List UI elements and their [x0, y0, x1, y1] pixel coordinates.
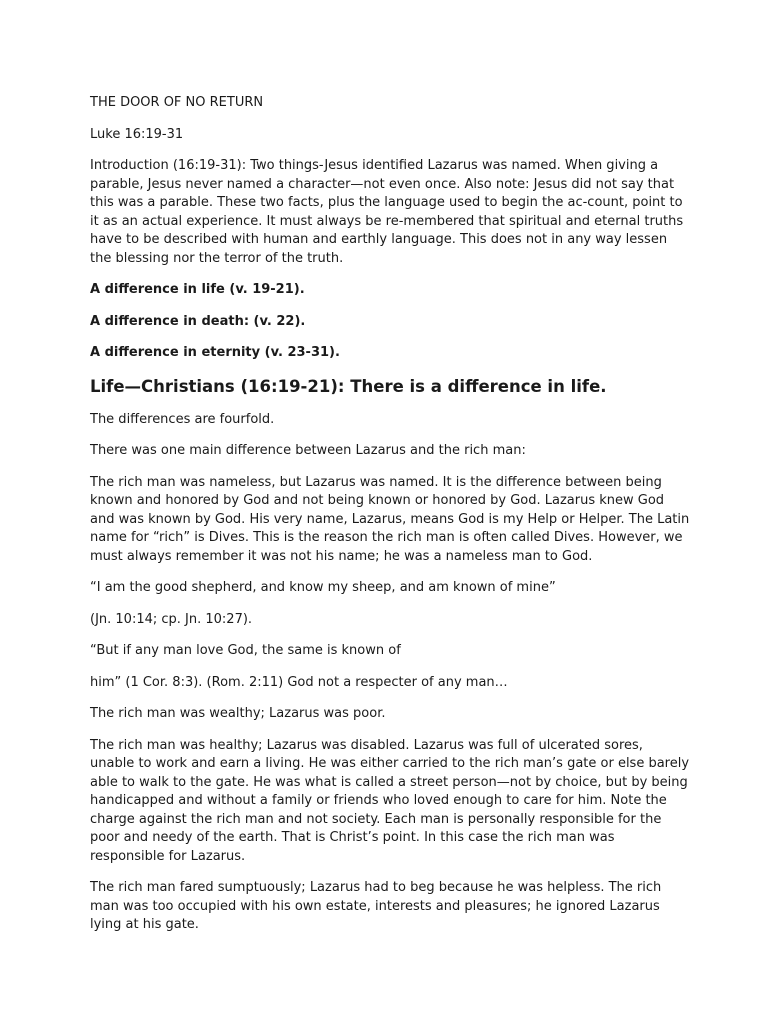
body-paragraph: The rich man was healthy; Lazarus was disabled. Lazarus was full of ulcerated sores, unable to work and earn a living. He was either carried to the rich man’s gate or else barely able to walk to the gate. He was what is called a street person—not by choice, but by being handicapped and without a family or friends who loved enough to care for him. Note the charge against the rich man and not society. Each man is personally responsible for the poor and needy of the earth. That is Christ’s point. In this case the rich man was responsible for Lazarus.: [90, 737, 690, 864]
section-heading: Life—Christians (16:19-21): There is a difference in life.: [90, 376, 607, 396]
document-body: [90, 94, 690, 948]
outline-point: A difference in death: (v. 22).: [90, 313, 306, 329]
outline-point: A difference in eternity (v. 23-31).: [90, 345, 340, 360]
citation: (Jn. 10:14; cp. Jn. 10:27).: [90, 611, 253, 627]
body-paragraph: The differences are fourfold.: [90, 411, 275, 427]
body-paragraph: The rich man fared sumptuously; Lazarus had to beg because he was helpless. The rich man was too occupied with his own estate, interests and pleasures; he ignored Lazarus lying at his gate.: [90, 880, 662, 932]
body-paragraph: The rich man was nameless, but Lazarus was named. It is the difference between being known and honored by God and not being known or honored by God. Lazarus knew God and was known by God. His very name, Lazarus, means God is my Help or Helper. The Latin name for “rich” is Dives. This is the reason the rich man is often called Dives. However, we must always remember it was not his name; he was a nameless man to God.: [90, 474, 690, 564]
quotation: “I am the good shepherd, and know my sheep, and am known of mine”: [90, 580, 556, 595]
citation: him” (1 Cor. 8:3). (Rom. 2:11) God not a respecter of any man…: [90, 674, 508, 690]
introduction-paragraph: Introduction (16:19-31): Two things-Jesus identified Lazarus was named. When giving a parable, Jesus never named a character—not even once. Also note: Jesus did not say that this was a parable. These two facts, plus the language used to begin the ac-count, point to it as an actual experience. It must always be re-membered that spiritual and eternal truths have to be described with human and earthly language. This does not in any way lessen the blessing nor the terror of the truth.: [90, 158, 684, 266]
body-paragraph: There was one main difference between Lazarus and the rich man:: [90, 443, 526, 458]
quotation: “But if any man love God, the same is known of: [90, 643, 401, 658]
document-title: THE DOOR OF NO RETURN: [90, 95, 264, 110]
scripture-reference: Luke 16:19-31: [90, 126, 184, 142]
outline-point: A difference in life (v. 19-21).: [90, 282, 305, 297]
body-paragraph: The rich man was wealthy; Lazarus was poor.: [90, 706, 386, 721]
